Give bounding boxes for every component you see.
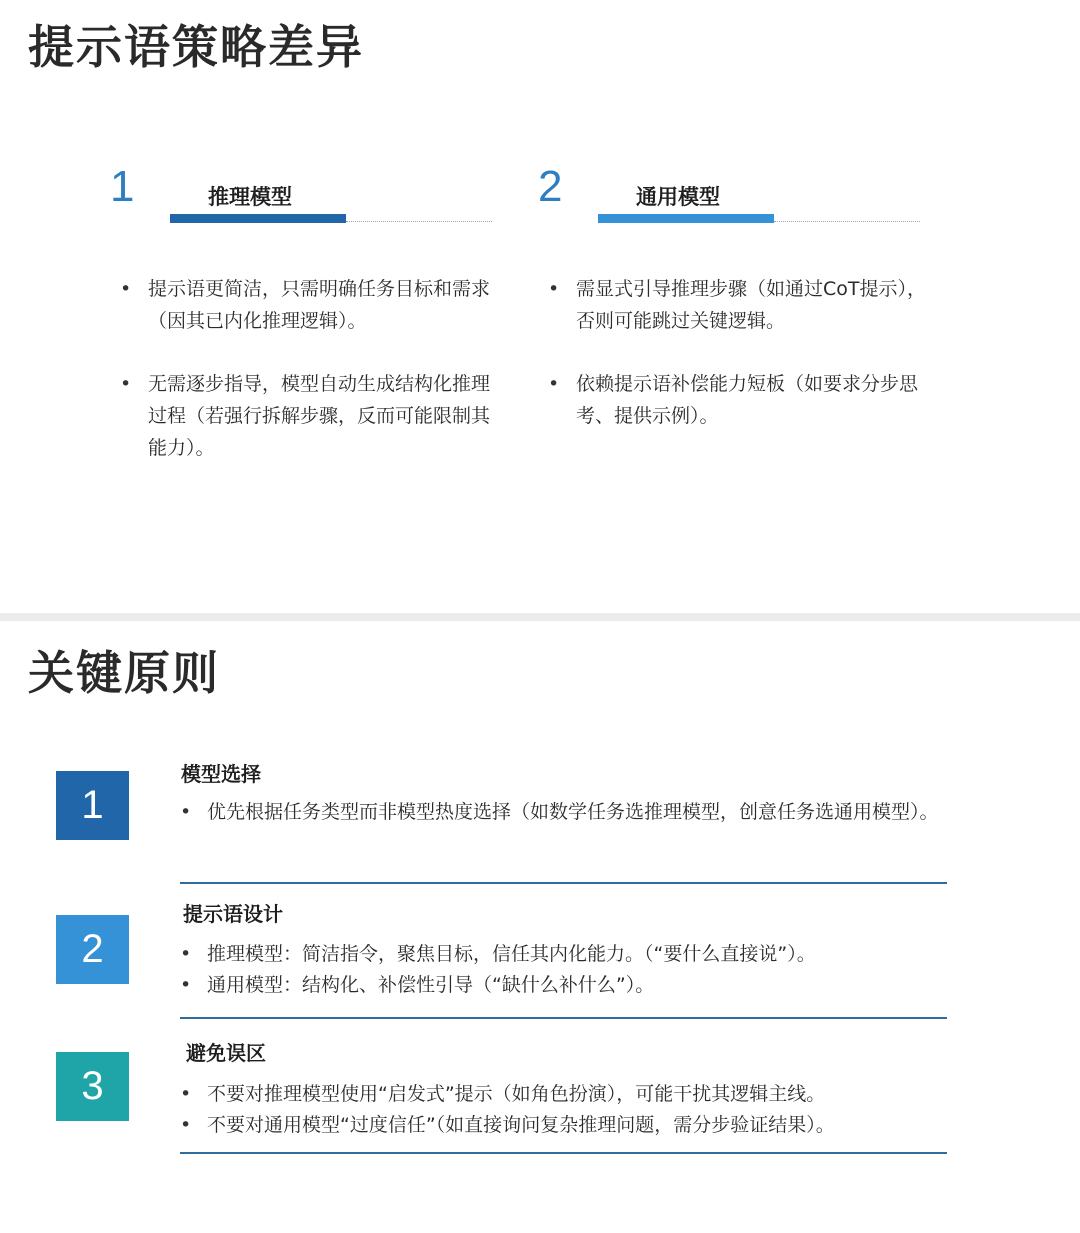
principle-rule bbox=[180, 882, 947, 884]
section-title-principles: 关键原则 bbox=[28, 646, 220, 700]
number-badge: 3 bbox=[56, 1052, 129, 1121]
bullet-list bbox=[180, 1079, 950, 1141]
list-item: • 通用模型：结构化、补偿性引导（“缺什么补什么”）。 bbox=[180, 970, 950, 1001]
column-heading: 推理模型 bbox=[208, 185, 292, 209]
list-item: • 不要对推理模型使用“启发式”提示（如角色扮演），可能干扰其逻辑主线。 bbox=[180, 1079, 950, 1110]
column-number: 1 bbox=[110, 162, 135, 211]
heading-underline-bar bbox=[598, 214, 774, 223]
principle-heading: 避免误区 bbox=[186, 1041, 266, 1065]
section-title-strategy: 提示语策略差异 bbox=[28, 20, 364, 74]
bullet-list bbox=[180, 939, 950, 1001]
principle-rule bbox=[180, 1017, 947, 1019]
column-heading: 通用模型 bbox=[636, 185, 720, 209]
principle-heading: 提示语设计 bbox=[183, 902, 283, 926]
heading-dotted-line bbox=[346, 221, 492, 222]
principle-rule bbox=[180, 1152, 947, 1154]
list-item: • 提示语更简洁，只需明确任务目标和需求（因其已内化推理逻辑）。 bbox=[118, 273, 498, 337]
heading-dotted-line bbox=[774, 221, 920, 222]
list-item: • 优先根据任务类型而非模型热度选择（如数学任务选推理模型，创意任务选通用模型）。 bbox=[180, 797, 950, 828]
list-item: • 依赖提示语补偿能力短板（如要求分步思考、提供示例）。 bbox=[546, 368, 926, 432]
list-item: • 无需逐步指导，模型自动生成结构化推理过程（若强行拆解步骤，反而可能限制其能力）。 bbox=[118, 368, 498, 464]
heading-underline-bar bbox=[170, 214, 346, 223]
column-number: 2 bbox=[538, 162, 563, 211]
number-badge: 1 bbox=[56, 771, 129, 840]
list-item: • 推理模型：简洁指令，聚焦目标，信任其内化能力。（“要什么直接说”）。 bbox=[180, 939, 950, 970]
section-divider bbox=[0, 613, 1080, 621]
bullet-list bbox=[180, 797, 950, 828]
bullet-list bbox=[118, 273, 498, 495]
number-badge: 2 bbox=[56, 915, 129, 984]
list-item: • 需显式引导推理步骤（如通过CoT提示），否则可能跳过关键逻辑。 bbox=[546, 273, 926, 337]
list-item: • 不要对通用模型“过度信任”（如直接询问复杂推理问题，需分步验证结果）。 bbox=[180, 1110, 950, 1141]
principle-heading: 模型选择 bbox=[181, 762, 261, 786]
bullet-list bbox=[546, 273, 926, 463]
